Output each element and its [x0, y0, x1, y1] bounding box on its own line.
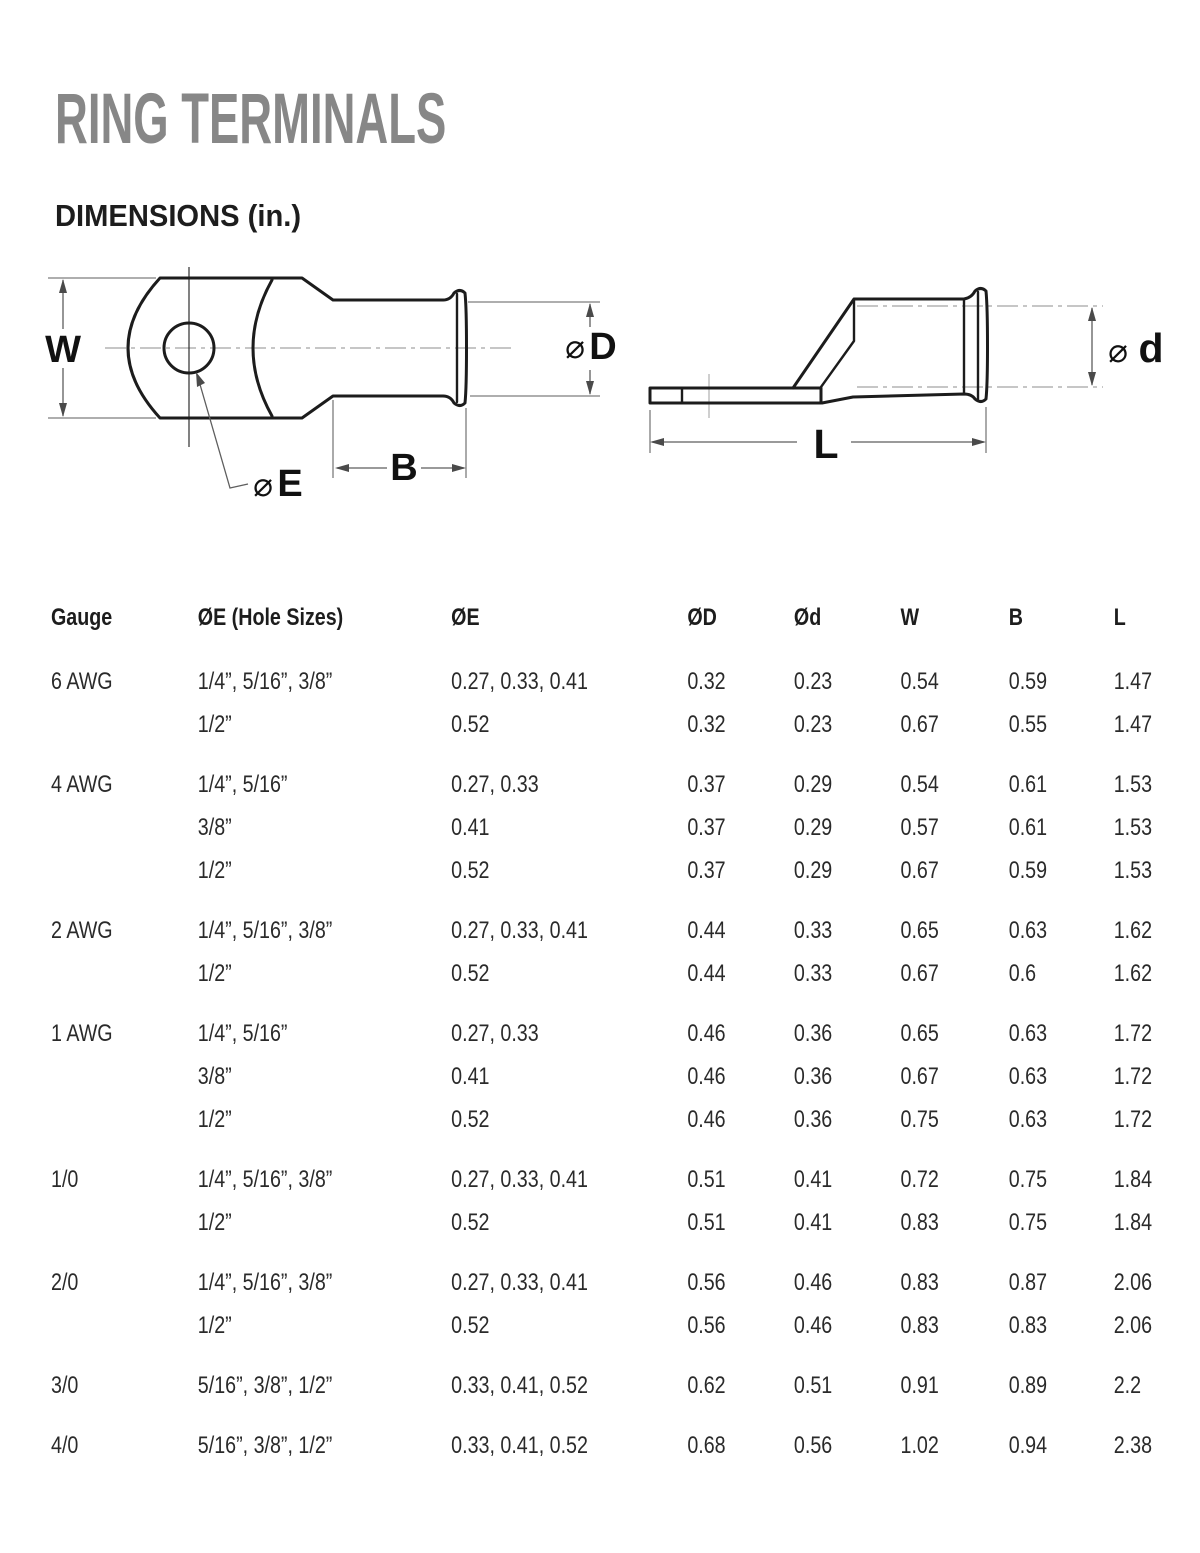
- table-row: [51, 763, 1200, 806]
- cell-od-outer: 0.51: [687, 1165, 726, 1193]
- table-row: [51, 1364, 1200, 1407]
- table-row: [51, 952, 1200, 995]
- cell-od-inner: 0.46: [793, 1268, 833, 1296]
- table-row: [51, 1098, 1200, 1141]
- cell-w: 0.83: [900, 1311, 939, 1339]
- cell-od-outer: 0.68: [687, 1431, 726, 1459]
- cell-hole-sizes: 1/2”: [197, 856, 232, 884]
- cell-b: 0.94: [1008, 1431, 1048, 1459]
- table-row: [51, 660, 1200, 703]
- cell-gauge: 3/0: [51, 1371, 79, 1399]
- diameter-symbol: ⌀: [253, 465, 273, 504]
- label-d-inner: d: [1138, 325, 1164, 371]
- cell-l: 2.06: [1113, 1268, 1153, 1296]
- table-row: [51, 1158, 1200, 1201]
- table-row: [51, 1055, 1200, 1098]
- cell-oe: 0.52: [451, 1105, 490, 1133]
- cell-oe: 0.33, 0.41, 0.52: [451, 1371, 588, 1399]
- label-d-outer: D: [589, 326, 617, 368]
- cell-od-inner: 0.51: [793, 1371, 833, 1399]
- side-view-drawing: [650, 289, 1164, 468]
- col-header-l: L: [1113, 604, 1126, 631]
- cell-b: 0.6: [1008, 959, 1037, 987]
- page-title: RING TERMINALS: [55, 80, 447, 159]
- cell-oe: 0.52: [451, 1311, 490, 1339]
- cell-oe: 0.52: [451, 1208, 490, 1236]
- cell-od-inner: 0.46: [793, 1311, 833, 1339]
- cell-b: 0.87: [1008, 1268, 1048, 1296]
- cell-od-inner: 0.33: [793, 959, 833, 987]
- cell-b: 0.75: [1008, 1208, 1048, 1236]
- cell-gauge: 2 AWG: [51, 916, 113, 944]
- cell-l: 2.2: [1113, 1371, 1142, 1399]
- col-header-w: W: [900, 604, 920, 631]
- cell-l: 1.47: [1113, 710, 1153, 738]
- table-row: [51, 909, 1200, 952]
- cell-od-outer: 0.32: [687, 710, 726, 738]
- cell-w: 0.65: [900, 1019, 939, 1047]
- bore-reference-lines: [857, 306, 1103, 387]
- cell-l: 1.53: [1113, 770, 1153, 798]
- cell-w: 0.67: [900, 959, 939, 987]
- diameter-symbol: ⌀: [565, 327, 585, 366]
- cell-od-inner: 0.29: [793, 813, 833, 841]
- arrowhead-icon: [335, 464, 349, 472]
- cell-w: 0.83: [900, 1208, 939, 1236]
- cell-oe: 0.27, 0.33: [451, 1019, 539, 1047]
- arrowhead-icon: [1088, 307, 1096, 321]
- cell-b: 0.59: [1008, 856, 1048, 884]
- table-header-row: [51, 600, 1200, 636]
- cell-hole-sizes: 1/4”, 5/16”: [197, 1019, 288, 1047]
- cell-b: 0.61: [1008, 813, 1048, 841]
- cell-od-outer: 0.37: [687, 770, 726, 798]
- table-row: [51, 849, 1200, 892]
- cell-oe: 0.41: [451, 813, 490, 841]
- cell-l: 1.84: [1113, 1208, 1153, 1236]
- cell-hole-sizes: 1/4”, 5/16”, 3/8”: [197, 667, 333, 695]
- cell-b: 0.63: [1008, 1105, 1048, 1133]
- table-row: [51, 1261, 1200, 1304]
- cell-b: 0.63: [1008, 1019, 1048, 1047]
- col-header-gauge: Gauge: [51, 604, 113, 631]
- section-title-dimensions: DIMENSIONS (in.): [55, 198, 302, 233]
- cell-od-inner: 0.23: [793, 710, 833, 738]
- cell-gauge: 2/0: [51, 1268, 79, 1296]
- gauge-group: [51, 1261, 1200, 1347]
- cell-oe: 0.52: [451, 710, 490, 738]
- barrel-inner-lines: [821, 292, 978, 401]
- cell-l: 1.62: [1113, 959, 1153, 987]
- cell-hole-sizes: 3/8”: [197, 1062, 232, 1090]
- cell-gauge: 4/0: [51, 1431, 79, 1459]
- cell-w: 0.75: [900, 1105, 939, 1133]
- cell-hole-sizes: 5/16”, 3/8”, 1/2”: [197, 1431, 333, 1459]
- gauge-group: [51, 909, 1200, 995]
- col-header-od-outer: ØD: [687, 604, 717, 631]
- cell-od-inner: 0.41: [793, 1208, 833, 1236]
- cell-b: 0.89: [1008, 1371, 1048, 1399]
- cell-hole-sizes: 1/2”: [197, 1208, 232, 1236]
- cell-od-outer: 0.37: [687, 856, 726, 884]
- cell-od-outer: 0.44: [687, 959, 726, 987]
- cell-oe: 0.27, 0.33: [451, 770, 539, 798]
- arrowhead-icon: [650, 438, 664, 446]
- cell-w: 0.57: [900, 813, 939, 841]
- cell-gauge: 6 AWG: [51, 667, 113, 695]
- col-header-b: B: [1008, 604, 1023, 631]
- cell-l: 1.62: [1113, 916, 1153, 944]
- cell-b: 0.63: [1008, 1062, 1048, 1090]
- gauge-group: [51, 660, 1200, 746]
- cell-oe: 0.33, 0.41, 0.52: [451, 1431, 588, 1459]
- dimensions-table: [51, 600, 1200, 1484]
- cell-w: 0.65: [900, 916, 939, 944]
- cell-l: 1.53: [1113, 856, 1153, 884]
- table-body: [51, 660, 1200, 1467]
- arrowhead-icon: [196, 372, 205, 387]
- arrowhead-icon: [1088, 372, 1096, 386]
- gauge-group: [51, 1364, 1200, 1407]
- cell-od-inner: 0.33: [793, 916, 833, 944]
- cell-od-outer: 0.37: [687, 813, 726, 841]
- cell-gauge: 1 AWG: [51, 1019, 113, 1047]
- cell-l: 2.06: [1113, 1311, 1153, 1339]
- cell-l: 1.72: [1113, 1062, 1153, 1090]
- cell-w: 0.83: [900, 1268, 939, 1296]
- cell-oe: 0.41: [451, 1062, 490, 1090]
- cell-b: 0.75: [1008, 1165, 1048, 1193]
- cell-b: 0.59: [1008, 667, 1048, 695]
- arrowhead-icon: [586, 303, 594, 317]
- label-l: L: [813, 421, 839, 467]
- table-row: [51, 1304, 1200, 1347]
- cell-od-outer: 0.51: [687, 1208, 726, 1236]
- cell-hole-sizes: 1/4”, 5/16”, 3/8”: [197, 1268, 333, 1296]
- cell-od-outer: 0.46: [687, 1105, 726, 1133]
- gauge-group: [51, 1424, 1200, 1467]
- col-header-od-inner: Ød: [793, 604, 822, 631]
- cell-od-inner: 0.23: [793, 667, 833, 695]
- cell-oe: 0.52: [451, 856, 490, 884]
- arrowhead-icon: [972, 438, 986, 446]
- cell-oe: 0.27, 0.33, 0.41: [451, 1268, 588, 1296]
- cell-hole-sizes: 1/2”: [197, 959, 232, 987]
- cell-b: 0.63: [1008, 916, 1048, 944]
- cell-l: 1.47: [1113, 667, 1153, 695]
- cell-oe: 0.27, 0.33, 0.41: [451, 667, 588, 695]
- cell-hole-sizes: 5/16”, 3/8”, 1/2”: [197, 1371, 333, 1399]
- top-view-drawing: [45, 267, 617, 505]
- cell-od-outer: 0.32: [687, 667, 726, 695]
- cell-w: 0.54: [900, 770, 939, 798]
- cell-od-inner: 0.29: [793, 770, 833, 798]
- col-header-hole-sizes: ØE (Hole Sizes): [197, 604, 344, 631]
- table-row: [51, 806, 1200, 849]
- cell-b: 0.55: [1008, 710, 1048, 738]
- gauge-group: [51, 763, 1200, 892]
- gauge-group: [51, 1012, 1200, 1141]
- cell-w: 0.67: [900, 710, 939, 738]
- cell-l: 1.72: [1113, 1019, 1153, 1047]
- cell-od-inner: 0.36: [793, 1019, 833, 1047]
- cell-od-outer: 0.62: [687, 1371, 726, 1399]
- arrowhead-icon: [59, 279, 67, 293]
- cell-oe: 0.27, 0.33, 0.41: [451, 1165, 588, 1193]
- cell-l: 1.72: [1113, 1105, 1153, 1133]
- table-row: [51, 1012, 1200, 1055]
- arrowhead-icon: [59, 403, 67, 417]
- gauge-group: [51, 1158, 1200, 1244]
- arrowhead-icon: [586, 381, 594, 395]
- cell-od-outer: 0.44: [687, 916, 726, 944]
- cell-od-outer: 0.56: [687, 1268, 726, 1296]
- cell-l: 1.84: [1113, 1165, 1153, 1193]
- cell-od-outer: 0.56: [687, 1311, 726, 1339]
- label-e-hole: E: [277, 463, 303, 505]
- cell-od-inner: 0.41: [793, 1165, 833, 1193]
- col-header-oe: ØE: [451, 604, 480, 631]
- e-leader-line: [199, 381, 248, 488]
- cell-hole-sizes: 1/2”: [197, 710, 232, 738]
- cell-oe: 0.52: [451, 959, 490, 987]
- table-row: [51, 1201, 1200, 1244]
- cell-hole-sizes: 1/4”, 5/16”: [197, 770, 288, 798]
- diameter-symbol: ⌀: [1108, 331, 1128, 370]
- tongue-outline: [650, 388, 821, 403]
- table-row: [51, 1424, 1200, 1467]
- table-row: [51, 703, 1200, 746]
- cell-od-inner: 0.36: [793, 1062, 833, 1090]
- label-b: B: [390, 447, 418, 489]
- cell-w: 1.02: [900, 1431, 939, 1459]
- cell-w: 0.67: [900, 856, 939, 884]
- cell-hole-sizes: 1/2”: [197, 1105, 232, 1133]
- cell-l: 2.38: [1113, 1431, 1153, 1459]
- cell-od-inner: 0.36: [793, 1105, 833, 1133]
- cell-w: 0.91: [900, 1371, 939, 1399]
- cell-w: 0.67: [900, 1062, 939, 1090]
- cell-hole-sizes: 1/2”: [197, 1311, 232, 1339]
- cell-od-outer: 0.46: [687, 1062, 726, 1090]
- cell-hole-sizes: 3/8”: [197, 813, 232, 841]
- cell-od-inner: 0.29: [793, 856, 833, 884]
- cell-od-inner: 0.56: [793, 1431, 833, 1459]
- arrowhead-icon: [452, 464, 466, 472]
- cell-b: 0.61: [1008, 770, 1048, 798]
- cell-gauge: 4 AWG: [51, 770, 113, 798]
- cell-w: 0.54: [900, 667, 939, 695]
- cell-l: 1.53: [1113, 813, 1153, 841]
- label-w: W: [45, 329, 81, 371]
- dimension-diagrams: [0, 250, 1200, 520]
- cell-oe: 0.27, 0.33, 0.41: [451, 916, 588, 944]
- cell-b: 0.83: [1008, 1311, 1048, 1339]
- cell-hole-sizes: 1/4”, 5/16”, 3/8”: [197, 1165, 333, 1193]
- cell-gauge: 1/0: [51, 1165, 79, 1193]
- cell-w: 0.72: [900, 1165, 939, 1193]
- cell-od-outer: 0.46: [687, 1019, 726, 1047]
- cell-hole-sizes: 1/4”, 5/16”, 3/8”: [197, 916, 333, 944]
